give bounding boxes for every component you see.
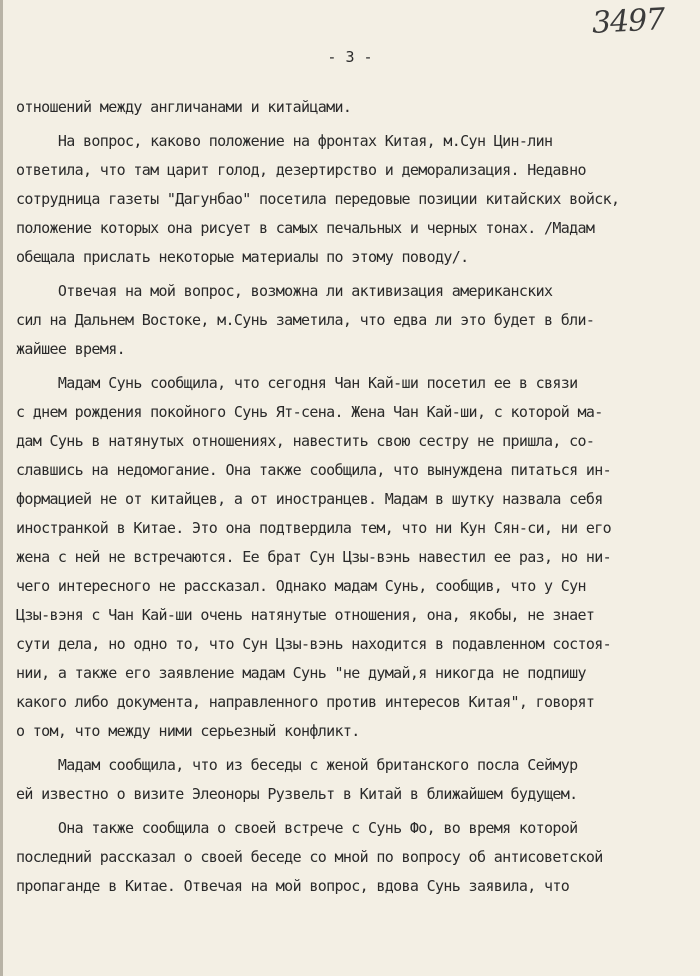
page-number: - 3 - (327, 48, 373, 66)
text-line: сотрудница газеты "Дагунбао" посетила передовые позиции китайских войск, (16, 190, 620, 208)
text-line: о том, что между ними серьезный конфликт. (16, 722, 360, 740)
text-line: Мадам сообщила, что из беседы с женой британского посла Сеймур (16, 756, 578, 774)
text-line: сути дела, но одно то, что Сун Цзы-вэнь находится в подавленном состоя- (16, 635, 612, 653)
typed-body-text (16, 93, 696, 901)
text-line: какого либо документа, направленного против интересов Китая", говорят (16, 693, 595, 711)
text-line: жена с ней не встречаются. Ее брат Сун Цзы-вэнь навестил ее раз, но ни- (16, 548, 612, 566)
page-edge-shadow (0, 0, 3, 976)
text-line: обещала прислать некоторые материалы по этому поводу/. (16, 248, 469, 266)
text-line: сил на Дальнем Востоке, м.Сунь заметила, что едва ли это будет в бли- (16, 311, 595, 329)
text-line: дам Сунь в натянутых отношениях, навестить свою сестру не пришла, со- (16, 432, 595, 450)
text-line: Она также сообщила о своей встрече с Сунь Фо, во время которой (16, 819, 578, 837)
text-line: На вопрос, каково положение на фронтах Китая, м.Сун Цин-лин (16, 132, 553, 150)
text-line: иностранкой в Китае. Это она подтвердила тем, что ни Кун Сян-си, ни его (16, 519, 612, 537)
text-line: нии, а также его заявление мадам Сунь "не думай,я никогда не подпишу (16, 664, 586, 682)
text-line: жайшее время. (16, 340, 125, 358)
text-line: с днем рождения покойного Сунь Ят-сена. Жена Чан Кай-ши, с которой ма- (16, 403, 603, 421)
text-line: ей известно о визите Элеоноры Рузвельт в Китай в ближайшем будущем. (16, 785, 578, 803)
text-line: пропаганде в Китае. Отвечая на мой вопрос, вдова Сунь заявила, что (16, 877, 570, 895)
text-line: формацией не от китайцев, а от иностранцев. Мадам в шутку назвала себя (16, 490, 603, 508)
text-line: чего интересного не рассказал. Однако мадам Сунь, сообщив, что у Сун (16, 577, 586, 595)
text-line: положение которых она рисует в самых печальных и черных тонах. /Мадам (16, 219, 595, 237)
handwritten-archive-number: 3497 (591, 2, 666, 41)
text-line: отношений между англичанами и китайцами. (16, 98, 352, 116)
text-line: Мадам Сунь сообщила, что сегодня Чан Кай-ши посетил ее в связи (16, 374, 578, 392)
text-line: славшись на недомогание. Она также сообщила, что вынуждена питаться ин- (16, 461, 612, 479)
text-line: Цзы-вэня с Чан Кай-ши очень натянутые отношения, она, якобы, не знает (16, 606, 595, 624)
text-line: Отвечая на мой вопрос, возможна ли активизация американских (16, 282, 553, 300)
text-line: последний рассказал о своей беседе со мной по вопросу об антисоветской (16, 848, 603, 866)
text-line: ответила, что там царит голод, дезертирство и деморализация. Недавно (16, 161, 586, 179)
